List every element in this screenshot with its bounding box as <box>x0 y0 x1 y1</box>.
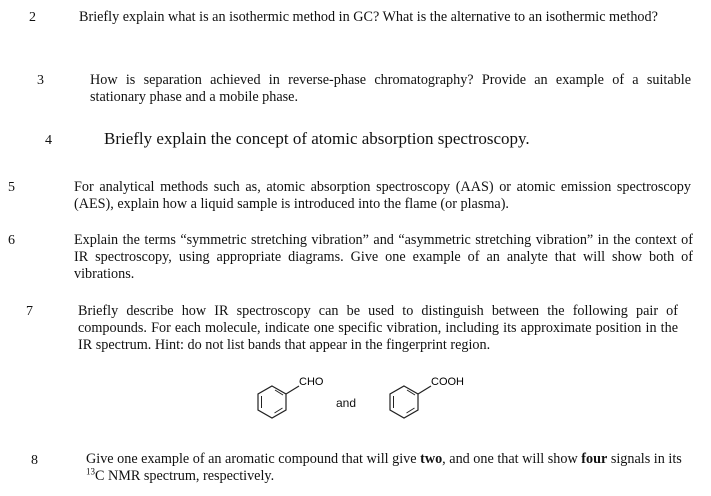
question-5-number: 5 <box>8 180 15 195</box>
question-3-text-main: How is separation achieved in reverse-phase chromatography? Provide an example of a suitable stationary phase and a mobile phase. <box>90 72 691 105</box>
q8-bold-four: four <box>581 451 608 467</box>
benzaldehyde-group-label: CHO <box>299 376 324 388</box>
q8-part-1: Give one example of an aromatic compound that will give <box>86 451 421 467</box>
question-5-text: For analytical methods such as, atomic absorption spectroscopy (AAS) or atomic emission spectroscopy (AES), explain how a liquid sample is introduced into the flame (or plasma). <box>74 179 691 212</box>
and-connector: and <box>336 396 357 410</box>
question-2-text: Briefly explain what is an isothermic method in GC? What is the alternative to an isothermic method? <box>79 9 658 25</box>
q8-part-2: , and one that will show <box>442 451 582 467</box>
question-3-number: 3 <box>37 73 44 88</box>
question-8-number: 8 <box>31 453 38 468</box>
q8-part-3: signals in its <box>607 451 682 467</box>
question-2-number: 2 <box>29 10 36 25</box>
benzoic-acid-structure <box>373 372 483 428</box>
question-6-number: 6 <box>8 233 15 248</box>
q8-isotope-superscript: 13 <box>86 466 95 477</box>
question-4-text: Briefly explain the concept of atomic absorption spectroscopy. <box>104 129 530 148</box>
q8-bold-two: two <box>420 451 443 467</box>
question-6-text: Explain the terms “symmetric stretching vibration” and “asymmetric stretching vibration” in the context of IR spectroscopy, using appropriate diagrams. Give one example of an analyte that will show both of vibrations. <box>74 232 693 282</box>
question-7-number: 7 <box>26 304 33 319</box>
benzoic-acid-group-label: COOH <box>431 376 464 388</box>
question-8-text <box>86 451 688 485</box>
q8-part-4: C NMR spectrum, respectively. <box>95 468 275 484</box>
question-7-text: Briefly describe how IR spectroscopy can be used to distinguish between the following pair of compounds. For each molecule, indicate one specific vibration, including its approximate position in the IR spectrum. Hint: do not list bands that appear in the fingerprint region. <box>78 303 678 353</box>
benzaldehyde-structure <box>249 372 339 428</box>
question-4-number: 4 <box>45 133 52 148</box>
